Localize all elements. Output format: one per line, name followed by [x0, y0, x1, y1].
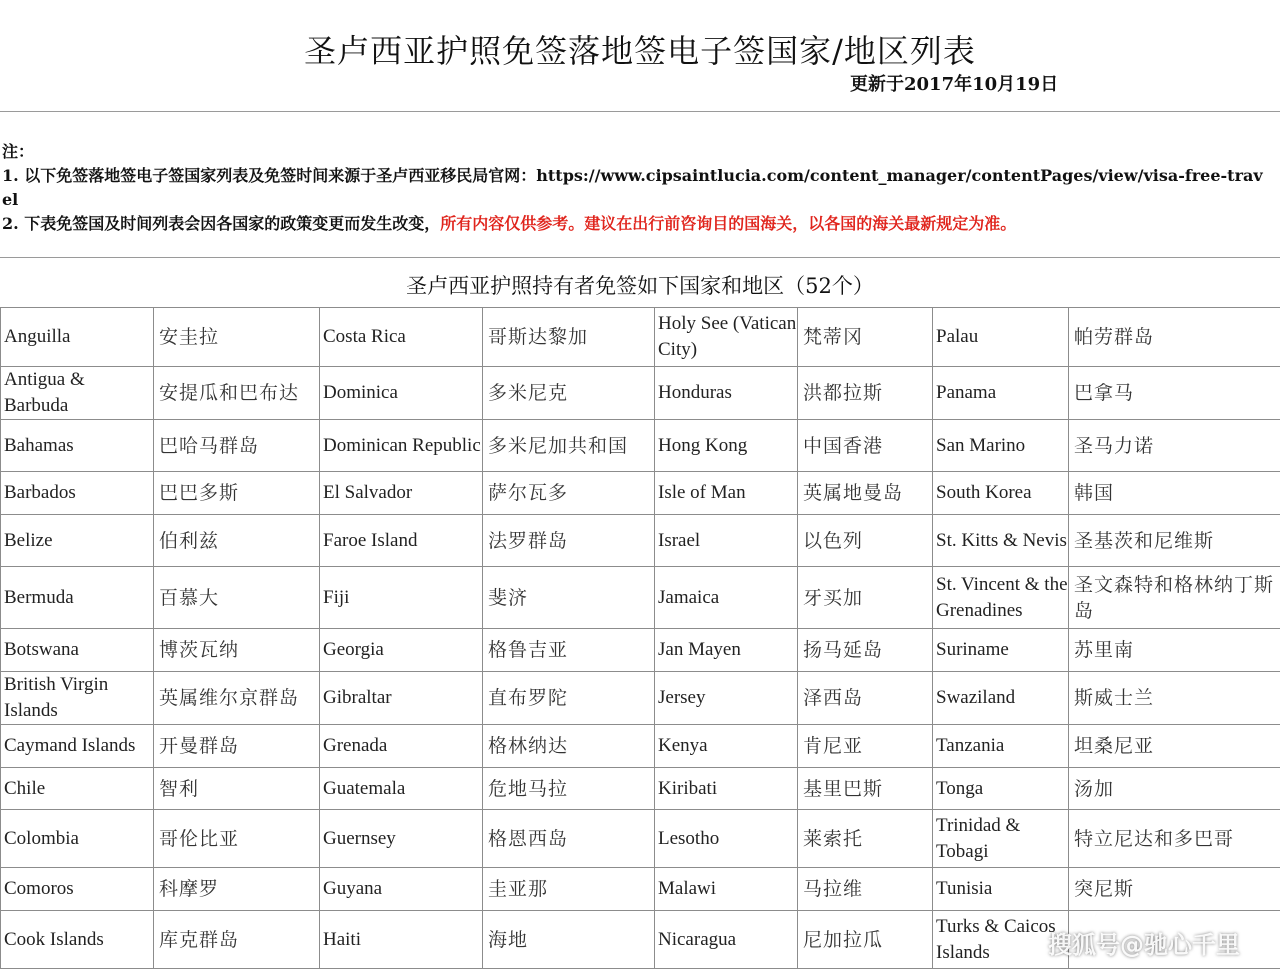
country-name-zh: 帕劳群岛 — [1069, 308, 1280, 367]
notes-block — [2, 140, 1272, 236]
table-row — [1, 725, 1280, 768]
country-name-zh: 哥斯达黎加 — [483, 308, 655, 367]
document-title: 圣卢西亚护照免签落地签电子签国家/地区列表 — [304, 32, 976, 70]
notes-label: 注： — [2, 142, 35, 161]
table-row — [1, 367, 1280, 420]
note-line-2-warning: 所有内容仅供参考。建议在出行前咨询目的国海关，以各国的海关最新规定为准。 — [440, 214, 1017, 233]
country-name-zh: 英属地曼岛 — [798, 472, 933, 515]
country-name-en: Guernsey — [320, 810, 483, 868]
country-name-zh: 梵蒂冈 — [798, 308, 933, 367]
country-name-zh: 圣马力诺 — [1069, 420, 1280, 472]
country-name-en: Swaziland — [933, 672, 1069, 725]
country-name-zh: 萨尔瓦多 — [483, 472, 655, 515]
country-name-en: Suriname — [933, 629, 1069, 672]
country-name-zh: 格恩西岛 — [483, 810, 655, 868]
country-name-en: Bermuda — [1, 567, 154, 629]
country-name-zh: 库克群岛 — [154, 911, 320, 969]
table-row — [1, 868, 1280, 911]
country-name-en: Tanzania — [933, 725, 1069, 768]
country-name-en: Grenada — [320, 725, 483, 768]
country-name-zh: 斐济 — [483, 567, 655, 629]
country-name-en: Kiribati — [655, 768, 798, 810]
country-name-en: Holy See (Vatican City) — [655, 308, 798, 367]
table-row — [1, 420, 1280, 472]
country-name-en: Anguilla — [1, 308, 154, 367]
country-name-zh: 多米尼加共和国 — [483, 420, 655, 472]
country-name-en: Turks & Caicos Islands — [933, 911, 1069, 969]
country-name-en: Belize — [1, 515, 154, 567]
country-name-zh: 巴巴多斯 — [154, 472, 320, 515]
country-name-zh: 多米尼克 — [483, 367, 655, 420]
country-name-en: Barbados — [1, 472, 154, 515]
country-name-zh: 坦桑尼亚 — [1069, 725, 1280, 768]
country-name-zh: 尼加拉瓜 — [798, 911, 933, 969]
country-name-en: Guatemala — [320, 768, 483, 810]
note-line-1: 1. 以下免签落地签电子签国家列表及免签时间来源于圣卢西亚移民局官网：https://www.cipsaintlucia.com/content_manager/contentPages/view/visa-free-travel — [2, 166, 1263, 209]
country-name-en: Bahamas — [1, 420, 154, 472]
country-name-en: Kenya — [655, 725, 798, 768]
country-name-zh: 法罗群岛 — [483, 515, 655, 567]
country-name-en: Tunisia — [933, 868, 1069, 911]
country-name-en: Israel — [655, 515, 798, 567]
country-name-en: Malawi — [655, 868, 798, 911]
country-name-zh: 斯威士兰 — [1069, 672, 1280, 725]
country-name-en: Botswana — [1, 629, 154, 672]
country-name-zh: 安提瓜和巴布达 — [154, 367, 320, 420]
country-name-en: Isle of Man — [655, 472, 798, 515]
country-name-zh: 百慕大 — [154, 567, 320, 629]
country-name-zh: 格林纳达 — [483, 725, 655, 768]
country-name-zh: 巴拿马 — [1069, 367, 1280, 420]
country-name-zh: 韩国 — [1069, 472, 1280, 515]
table-row — [1, 308, 1280, 367]
country-name-en: St. Kitts & Nevis — [933, 515, 1069, 567]
divider — [0, 257, 1280, 258]
watermark: 搜狐号@驰心千里 — [1048, 931, 1240, 959]
country-name-zh: 洪都拉斯 — [798, 367, 933, 420]
country-name-zh: 中国香港 — [798, 420, 933, 472]
table-row — [1, 810, 1280, 868]
country-name-en: Antigua & Barbuda — [1, 367, 154, 420]
country-name-zh: 突尼斯 — [1069, 868, 1280, 911]
country-name-en: Fiji — [320, 567, 483, 629]
country-name-zh: 安圭拉 — [154, 308, 320, 367]
country-name-en: St. Vincent & the Grenadines — [933, 567, 1069, 629]
country-name-en: British Virgin Islands — [1, 672, 154, 725]
country-name-en: Jersey — [655, 672, 798, 725]
country-name-en: Tonga — [933, 768, 1069, 810]
country-name-zh: 马拉维 — [798, 868, 933, 911]
country-name-zh: 圣文森特和格林纳丁斯岛 — [1069, 567, 1280, 629]
table-row — [1, 515, 1280, 567]
country-name-en: Panama — [933, 367, 1069, 420]
country-name-en: Costa Rica — [320, 308, 483, 367]
country-name-en: Gibraltar — [320, 672, 483, 725]
country-name-zh: 泽西岛 — [798, 672, 933, 725]
country-name-zh: 特立尼达和多巴哥 — [1069, 810, 1280, 868]
table-row — [1, 768, 1280, 810]
country-name-zh: 危地马拉 — [483, 768, 655, 810]
country-name-zh: 圣基茨和尼维斯 — [1069, 515, 1280, 567]
country-name-en: Faroe Island — [320, 515, 483, 567]
country-name-zh: 英属维尔京群岛 — [154, 672, 320, 725]
country-name-zh: 科摩罗 — [154, 868, 320, 911]
note-line-2 — [2, 212, 1272, 236]
country-name-zh: 智利 — [154, 768, 320, 810]
country-name-en: Cook Islands — [1, 911, 154, 969]
section-title: 圣卢西亚护照持有者免签如下国家和地区（52个） — [406, 274, 874, 298]
country-name-zh: 开曼群岛 — [154, 725, 320, 768]
country-name-zh: 以色列 — [798, 515, 933, 567]
country-name-zh: 扬马延岛 — [798, 629, 933, 672]
country-name-zh: 肯尼亚 — [798, 725, 933, 768]
country-name-zh: 海地 — [483, 911, 655, 969]
country-name-zh: 哥伦比亚 — [154, 810, 320, 868]
update-date: 更新于2017年10月19日 — [850, 74, 1059, 95]
country-name-en: El Salvador — [320, 472, 483, 515]
divider — [0, 111, 1280, 112]
country-name-zh: 苏里南 — [1069, 629, 1280, 672]
country-name-en: Honduras — [655, 367, 798, 420]
country-name-en: South Korea — [933, 472, 1069, 515]
visa-free-table — [0, 307, 1280, 969]
country-name-en: Jamaica — [655, 567, 798, 629]
country-name-zh: 莱索托 — [798, 810, 933, 868]
country-name-zh: 伯利兹 — [154, 515, 320, 567]
country-name-zh: 汤加 — [1069, 768, 1280, 810]
country-name-en: Guyana — [320, 868, 483, 911]
country-name-en: Haiti — [320, 911, 483, 969]
note-line-2-text: 2. 下表免签国及时间列表会因各国家的政策变更而发生改变， — [2, 214, 441, 233]
country-name-zh: 直布罗陀 — [483, 672, 655, 725]
table-row — [1, 472, 1280, 515]
table-row — [1, 672, 1280, 725]
table-row — [1, 629, 1280, 672]
country-name-zh: 圭亚那 — [483, 868, 655, 911]
country-name-zh: 牙买加 — [798, 567, 933, 629]
country-name-en: Caymand Islands — [1, 725, 154, 768]
country-name-en: Colombia — [1, 810, 154, 868]
country-name-en: Hong Kong — [655, 420, 798, 472]
country-name-en: Georgia — [320, 629, 483, 672]
table-row — [1, 567, 1280, 629]
country-name-zh: 巴哈马群岛 — [154, 420, 320, 472]
country-name-en: Dominican Republic — [320, 420, 483, 472]
country-name-en: Trinidad & Tobagi — [933, 810, 1069, 868]
country-name-en: Palau — [933, 308, 1069, 367]
country-name-en: Nicaragua — [655, 911, 798, 969]
country-name-en: Lesotho — [655, 810, 798, 868]
country-name-zh: 基里巴斯 — [798, 768, 933, 810]
country-name-en: Jan Mayen — [655, 629, 798, 672]
country-name-en: Dominica — [320, 367, 483, 420]
country-name-zh: 博茨瓦纳 — [154, 629, 320, 672]
country-name-en: Comoros — [1, 868, 154, 911]
country-name-zh: 格鲁吉亚 — [483, 629, 655, 672]
country-name-en: Chile — [1, 768, 154, 810]
country-name-en: San Marino — [933, 420, 1069, 472]
